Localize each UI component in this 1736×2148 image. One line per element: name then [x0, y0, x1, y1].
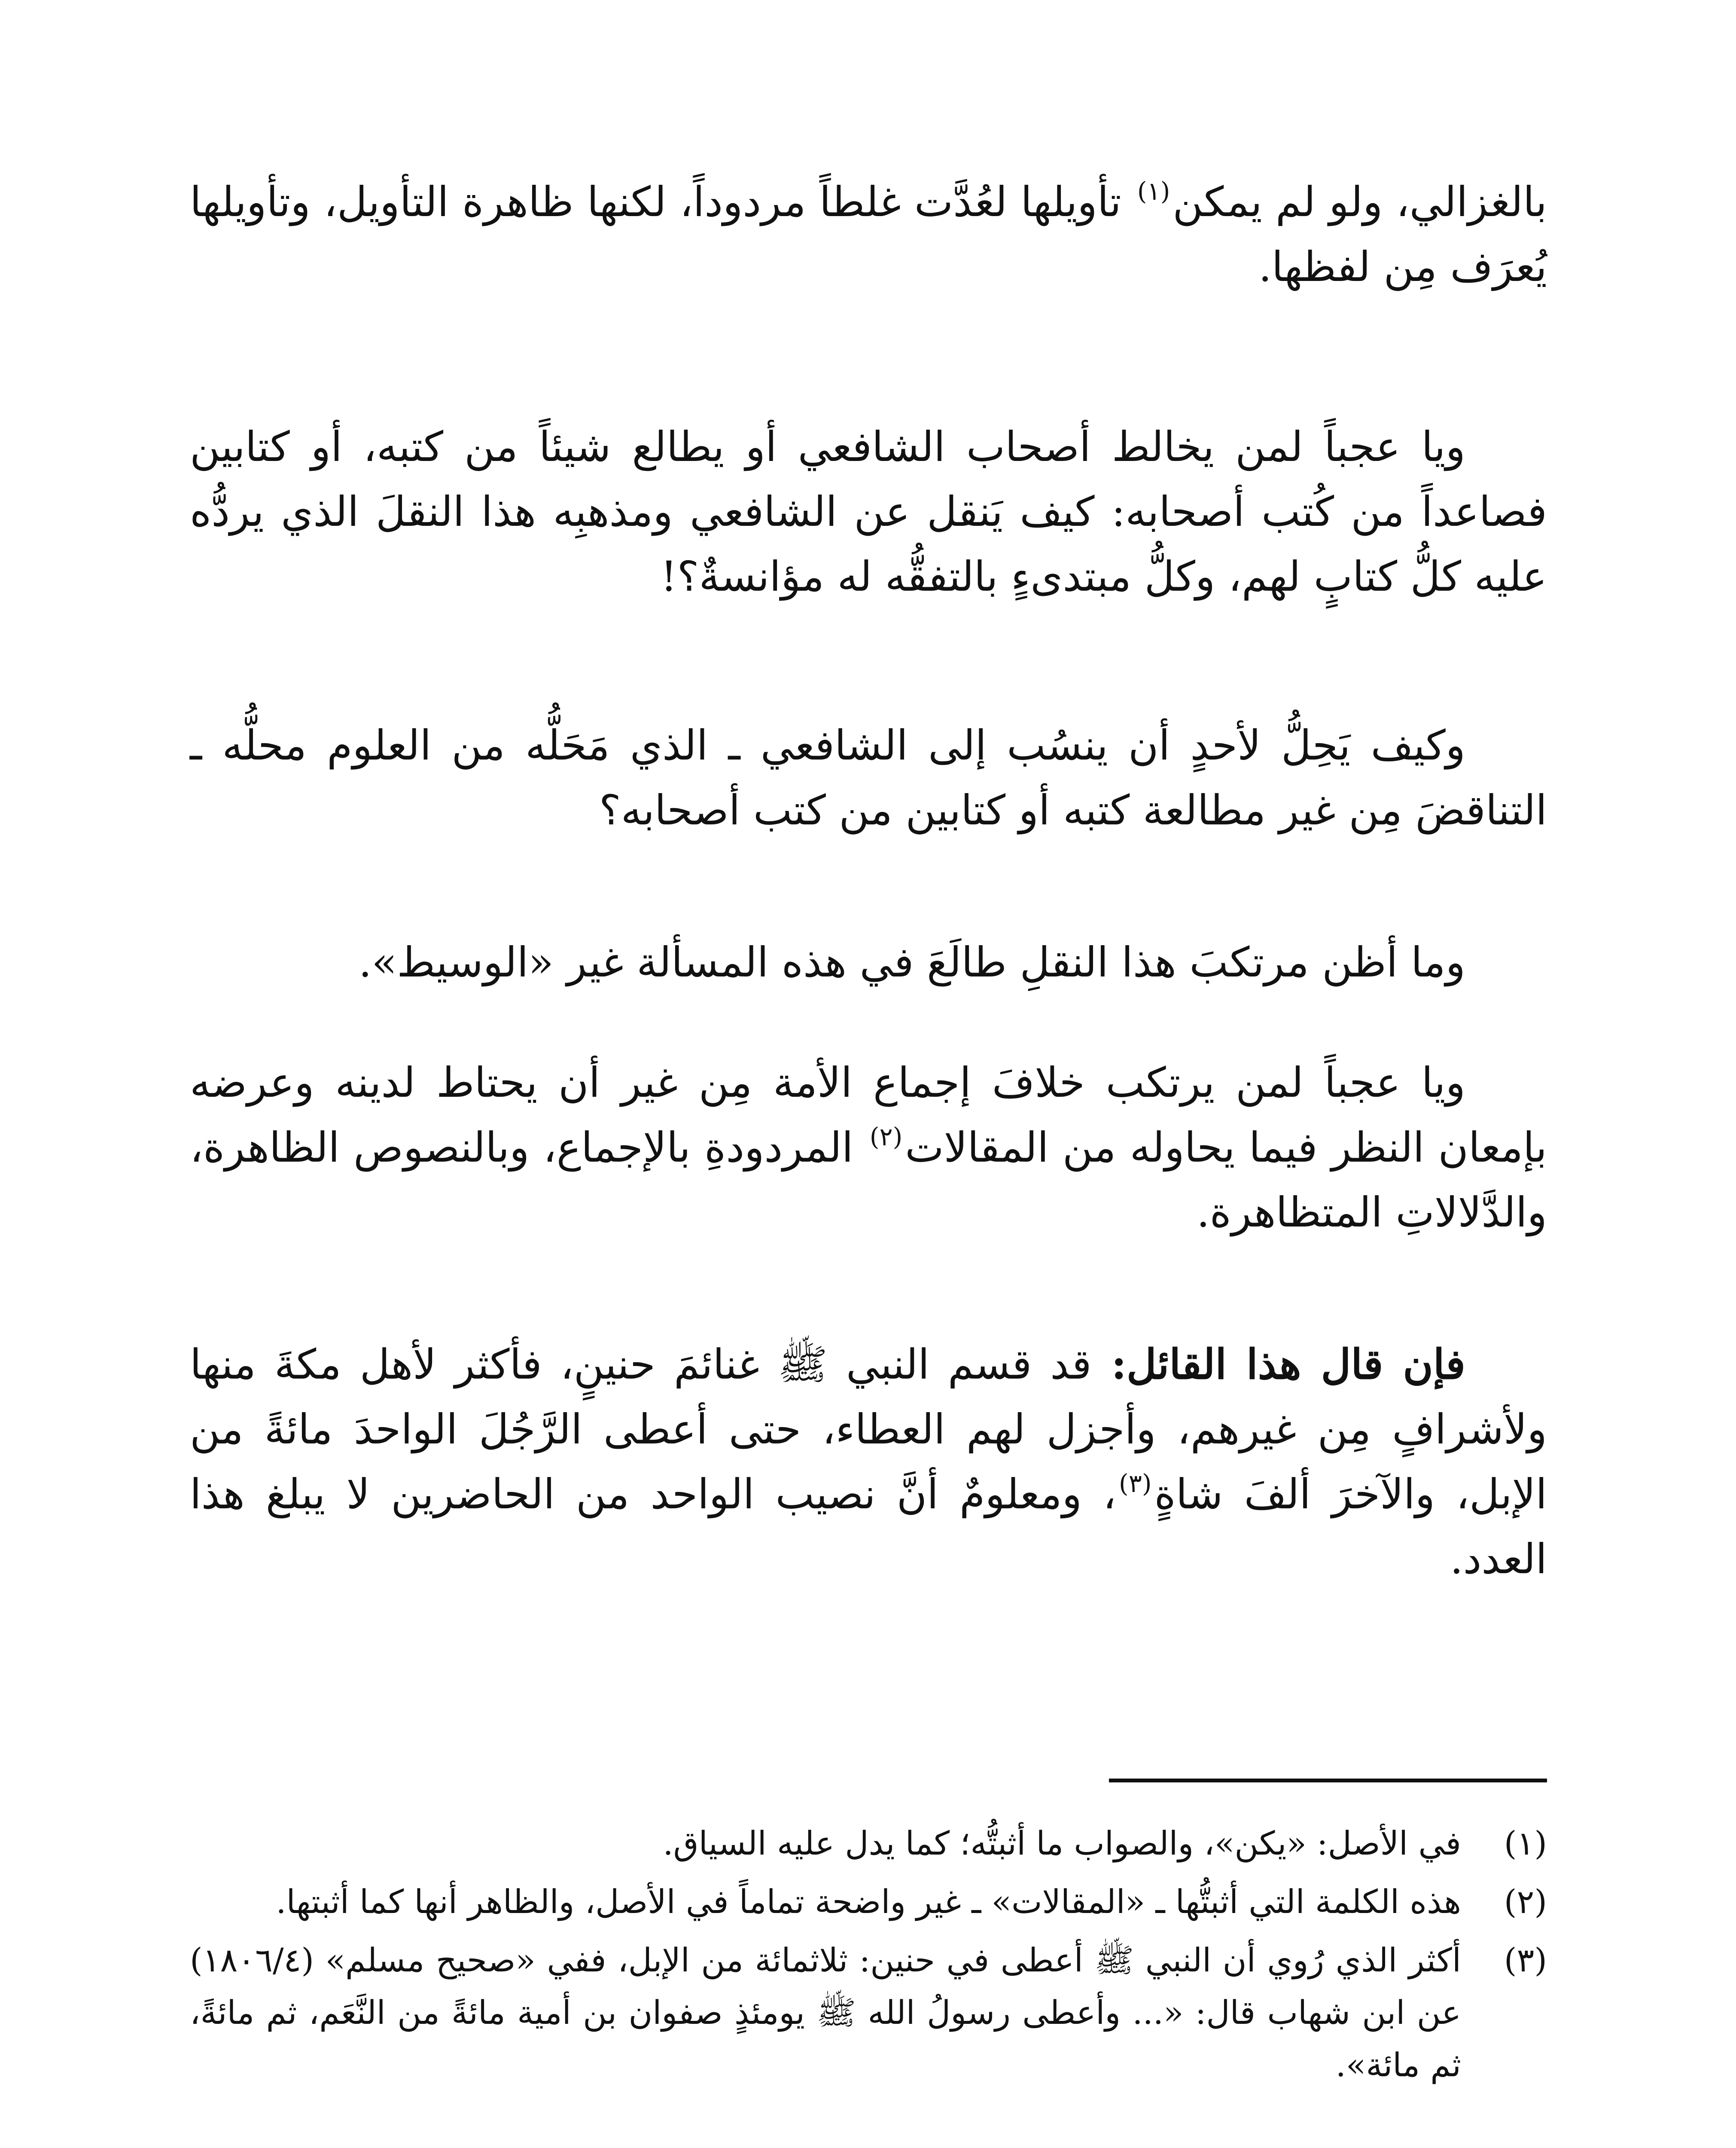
footnote-2: [190, 1876, 1547, 1928]
footnote-number: (١): [1504, 1824, 1547, 1862]
paragraph-4: [190, 930, 1547, 995]
footnote-ref-2: (٢): [869, 1122, 903, 1151]
paragraph-6-part-1: قد قسم النبي ﷺ غنائمَ حنينٍ، فأكثر لأهل مكةَ منها ولأشرافٍ مِن غيرهم، وأجزل لهم العطاء، حتى أعطى الرَّجُلَ الواحدَ مائةً من الإبل، والآخرَ ألفَ شاةٍ: [190, 1340, 1547, 1518]
footnote-ref-1: (١): [1137, 177, 1170, 206]
footnote-1: [190, 1817, 1547, 1870]
footnote-text: في الأصل: «يكن»، والصواب ما أثبتُّه؛ كما يدل عليه السياق.: [663, 1824, 1461, 1862]
footnote-number: (٣): [1504, 1941, 1547, 1979]
paragraph-6-part-2: ، ومعلومٌ أنَّ نصيب الواحد من الحاضرين لا يبلغ هذا العدد.: [190, 1470, 1547, 1583]
paragraph-5-part-2: المردودةِ بالإجماع، وبالنصوص الظاهرة، والدَّلالاتِ المتظاهرة.: [190, 1123, 1547, 1236]
footnote-text: هذه الكلمة التي أثبتُّها ـ «المقالات» ـ غير واضحة تماماً في الأصل، والظاهر أنها كما أثبتها.: [276, 1883, 1461, 1921]
paragraph-1-part-1: بالغزالي، ولو لم يمكن: [1173, 178, 1547, 226]
paragraph-6: [190, 1332, 1547, 1592]
paragraph-3: [190, 713, 1547, 843]
paragraph-2: [190, 415, 1547, 609]
paragraph-5-text: [190, 1050, 1547, 1245]
paragraph-5-part-1: ويا عجباً لمن يرتكب خلافَ إجماع الأمة مِن غير أن يحتاط لدينه وعرضه بإمعان النظر فيما يحاوله من المقالات: [190, 1059, 1547, 1172]
paragraph-4-text: وما أظن مرتكبَ هذا النقلِ طالَعَ في هذه المسألة غير «الوسيط».: [359, 938, 1465, 986]
paragraph-5: [190, 1050, 1547, 1245]
paragraph-1: [190, 170, 1547, 299]
footnote-text: أكثر الذي رُوي أن النبي ﷺ أعطى في حنين: ثلاثمائة من الإبل، ففي «صحيح مسلم» (١٨٠٦/٤) عن ابن شهاب قال: «... وأعطى رسولُ الله ﷺ يومئذٍ صفوان بن أمية مائةً من النَّعَم، ثم مائةً، ثم مائة».: [190, 1941, 1461, 2084]
paragraph-2-text: ويا عجباً لمن يخالط أصحاب الشافعي أو يطالع شيئاً من كتبه، أو كتابين فصاعداً من كُتب أصحابه: كيف يَنقل عن الشافعي ومذهبِه هذا النقلَ الذي يردُّه عليه كلُّ كتابٍ لهم، وكلُّ مبتدىءٍ بالتفقُّه له مؤانسةٌ؟!: [190, 423, 1547, 601]
footnote-number: (٢): [1504, 1883, 1547, 1921]
paragraph-6-text: [190, 1332, 1547, 1592]
footnotes: [190, 1817, 1547, 2097]
footnote-ref-3: (٣): [1119, 1469, 1152, 1498]
paragraph-3-text: وكيف يَحِلُّ لأحدٍ أن ينسُب إلى الشافعي ـ الذي مَحَلُّه من العلوم محلُّه ـ التناقضَ مِن غير مطالعة كتبه أو كتابين من كتب أصحابه؟: [190, 721, 1547, 834]
footnote-divider: [1109, 1779, 1547, 1782]
paragraph-1-text: [190, 170, 1547, 299]
paragraph-6-lead: فإن قال هذا القائل:: [1091, 1340, 1466, 1388]
footnote-3: [190, 1934, 1547, 2091]
paragraph-1-part-2: تأويلها لعُدَّت غلطاً مردوداً، لكنها ظاهرة التأويل، وتأويلها يُعرَف مِن لفظها.: [190, 178, 1547, 291]
